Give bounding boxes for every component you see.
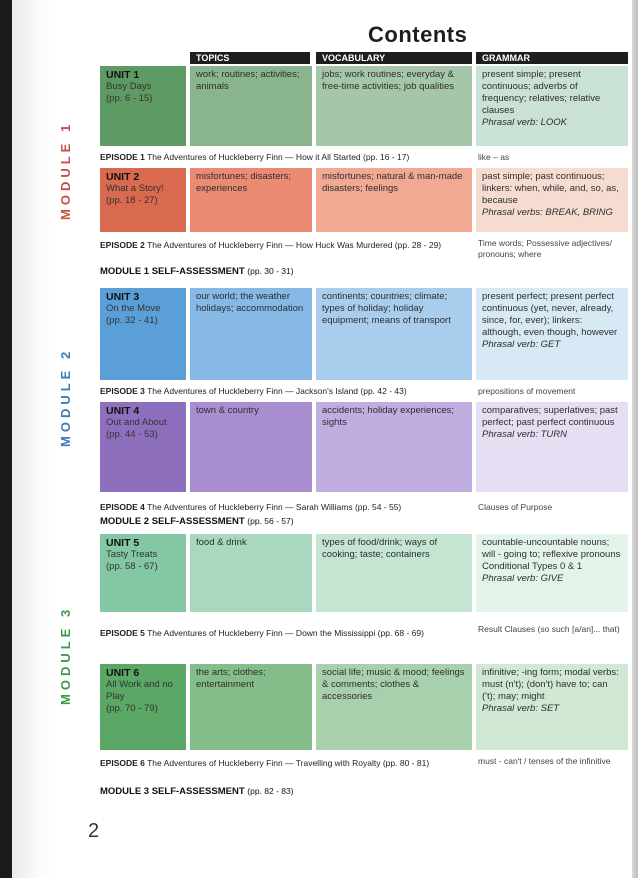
page-title: Contents (368, 22, 468, 47)
phrasal-verb: Phrasal verb: TURN (482, 429, 567, 440)
scan-edge-right (632, 0, 638, 878)
header-topics: TOPICS (190, 52, 310, 64)
episode-text: The Adventures of Huckleberry Finn — Sarah Williams (pp. 54 - 55) (147, 502, 402, 512)
unit-6-topics: the arts; clothes; entertainment (190, 664, 312, 750)
self-assessment-pages: (pp. 30 - 31) (247, 266, 294, 276)
episode-5 (100, 628, 424, 638)
unit-label: UNIT 2 (106, 171, 140, 183)
unit-pages: (pp. 18 - 27) (106, 195, 158, 206)
self-assessment-3 (100, 786, 294, 797)
unit-name: What a Story! (106, 183, 164, 194)
unit-3-grammar (476, 288, 628, 380)
page-number: 2 (88, 820, 100, 842)
self-assessment-label: MODULE 2 SELF-ASSESSMENT (100, 516, 245, 527)
unit-2-grammar (476, 168, 628, 232)
self-assessment-label: MODULE 3 SELF-ASSESSMENT (100, 786, 245, 797)
episode-text: The Adventures of Huckleberry Finn — Jackson's Island (pp. 42 - 43) (147, 386, 407, 396)
episode-4 (100, 502, 401, 512)
self-assessment-pages: (pp. 56 - 57) (247, 516, 294, 526)
episode-text: The Adventures of Huckleberry Finn — How it All Started (pp. 16 - 17) (147, 152, 410, 162)
unit-4-topics: town & country (190, 402, 312, 492)
episode-2-grammar: Time words; Possessive adjectives/ pronouns; where (478, 238, 612, 259)
unit-name: On the Move (106, 303, 161, 314)
unit-label: UNIT 5 (106, 537, 140, 549)
episode-label: EPISODE 3 (100, 386, 145, 396)
episode-3-grammar: prepositions of movement (478, 386, 576, 396)
episode-4-grammar: Clauses of Purpose (478, 502, 553, 512)
unit-5-topics: food & drink (190, 534, 312, 612)
unit-3-cell (100, 288, 186, 380)
episode-text: The Adventures of Huckleberry Finn — How Huck Was Murdered (pp. 28 - 29) (147, 240, 442, 250)
unit-pages: (pp. 32 - 41) (106, 315, 158, 326)
unit-1-vocabulary: jobs; work routines; everyday & free-time activities; job qualities (316, 66, 472, 146)
unit-name: Tasty Treats (106, 549, 158, 560)
self-assessment-label: MODULE 1 SELF-ASSESSMENT (100, 266, 245, 277)
unit-6-vocabulary: social life; music & mood; feelings & comments; clothes & accessories (316, 664, 472, 750)
episode-1 (100, 152, 409, 162)
self-assessment-pages: (pp. 82 - 83) (247, 786, 294, 796)
unit-label: UNIT 6 (106, 667, 140, 679)
unit-4-vocabulary: accidents; holiday experiences; sights (316, 402, 472, 492)
unit-label: UNIT 1 (106, 69, 140, 81)
unit-2-vocabulary: misfortunes; natural & man-made disasters; feelings (316, 168, 472, 232)
phrasal-verb: Phrasal verb: GIVE (482, 573, 564, 584)
unit-4-grammar (476, 402, 628, 492)
episode-6 (100, 758, 429, 768)
unit-3-topics: our world; the weather holidays; accommodation (190, 288, 312, 380)
episode-text: The Adventures of Huckleberry Finn — Travelling with Royalty (pp. 80 - 81) (147, 758, 430, 768)
module-label-1: MODULE 1 (58, 120, 73, 220)
episode-text: The Adventures of Huckleberry Finn — Down the Mississippi (pp. 68 - 69) (147, 628, 424, 638)
unit-5-vocabulary: types of food/drink; ways of cooking; taste; containers (316, 534, 472, 612)
grammar-text: past simple; past continuous; linkers: when, while, and, so, as, because (482, 171, 619, 206)
unit-pages: (pp. 44 - 53) (106, 429, 158, 440)
grammar-text: present simple; present continuous; adverbs of frequency; relatives; relative clauses (482, 69, 601, 116)
episode-label: EPISODE 4 (100, 502, 145, 512)
grammar-text: comparatives; superlatives; past perfect; past perfect continuous (482, 405, 618, 428)
module-label-3: MODULE 3 (58, 605, 73, 705)
phrasal-verb: Phrasal verb: LOOK (482, 117, 568, 128)
episode-label: EPISODE 1 (100, 152, 145, 162)
unit-5-cell (100, 534, 186, 612)
unit-1-grammar (476, 66, 628, 146)
unit-name: Busy Days (106, 81, 152, 92)
phrasal-verb: Phrasal verb: SET (482, 703, 560, 714)
unit-name: Out and About (106, 417, 167, 428)
unit-4-cell (100, 402, 186, 492)
grammar-text: countable-uncountable nouns; will - going to; reflexive pronouns Conditional Types 0 & 1 (482, 537, 621, 572)
unit-pages: (pp. 70 - 79) (106, 703, 158, 714)
episode-6-grammar: must - can't / tenses of the infinitive (478, 756, 611, 766)
unit-6-grammar (476, 664, 628, 750)
unit-1-topics: work; routines; activities; animals (190, 66, 312, 146)
episode-label: EPISODE 5 (100, 628, 145, 638)
unit-1-cell (100, 66, 186, 146)
self-assessment-1 (100, 266, 294, 277)
unit-5-grammar (476, 534, 628, 612)
episode-label: EPISODE 6 (100, 758, 145, 768)
header-vocabulary: VOCABULARY (316, 52, 472, 64)
grammar-text: present perfect; present perfect continuous (yet, never, already, since, for, ever); linkers: although, even though, however (482, 291, 618, 338)
episode-3 (100, 386, 407, 396)
phrasal-verb: Phrasal verb: GET (482, 339, 561, 350)
grammar-text: infinitive; -ing form; modal verbs: must (n't); (don't) have to; can ('t); may; might (482, 667, 619, 702)
episode-1-grammar: like – as (478, 152, 510, 162)
phrasal-verb: Phrasal verbs: BREAK, BRING (482, 207, 613, 218)
unit-3-vocabulary: continents; countries; climate; types of holiday; holiday equipment; means of transport (316, 288, 472, 380)
unit-6-cell (100, 664, 186, 750)
header-grammar: GRAMMAR (476, 52, 628, 64)
unit-2-cell (100, 168, 186, 232)
unit-2-topics: misfortunes; disasters; experiences (190, 168, 312, 232)
unit-label: UNIT 3 (106, 291, 140, 303)
episode-5-grammar: Result Clauses (so such [a/an]... that) (478, 624, 620, 634)
unit-pages: (pp. 6 - 15) (106, 93, 153, 104)
module-label-2: MODULE 2 (58, 347, 73, 448)
unit-pages: (pp. 58 - 67) (106, 561, 158, 572)
episode-label: EPISODE 2 (100, 240, 145, 250)
episode-2 (100, 240, 441, 250)
scan-edge (0, 0, 12, 878)
unit-name: All Work and no Play (106, 679, 173, 702)
self-assessment-2 (100, 516, 294, 527)
binding-strip (12, 0, 56, 878)
unit-label: UNIT 4 (106, 405, 140, 417)
